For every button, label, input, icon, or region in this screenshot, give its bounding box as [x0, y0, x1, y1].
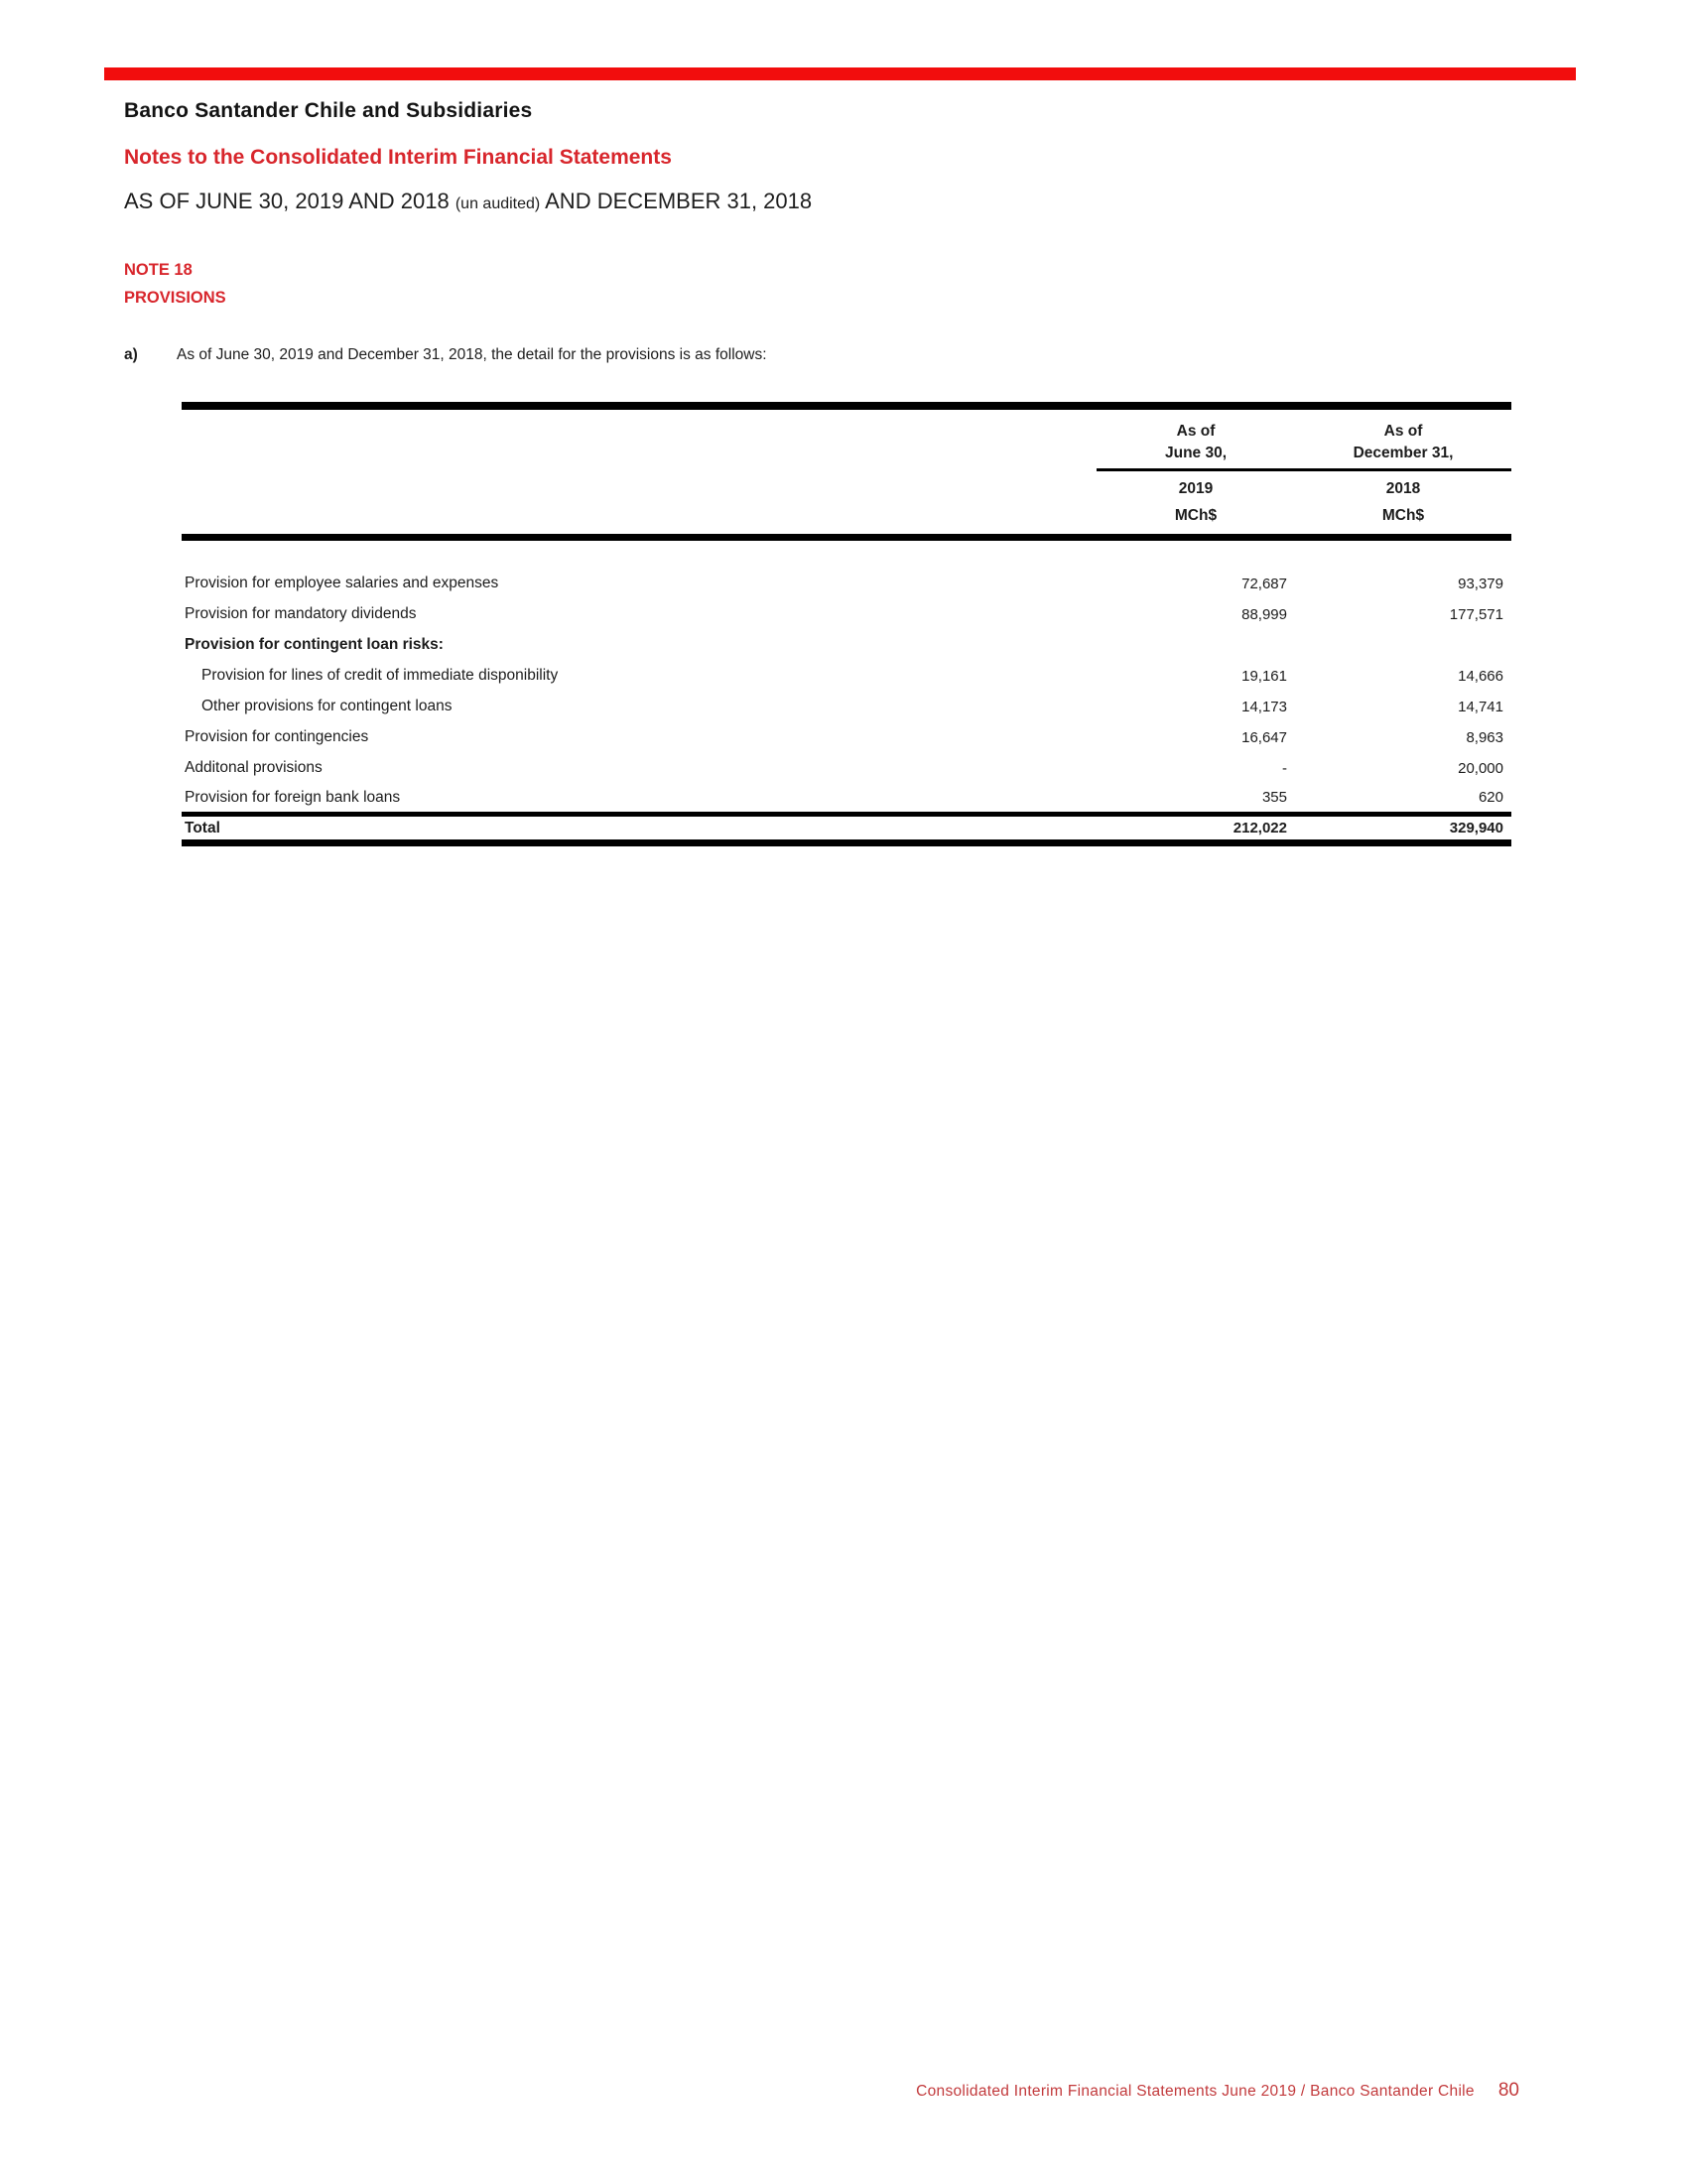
row-label: Provision for mandatory dividends [185, 605, 417, 622]
date-line-part2: AND DECEMBER 31, 2018 [540, 189, 813, 213]
total-label: Total [182, 815, 1097, 843]
row-value-2019: 355 [1261, 789, 1287, 807]
row-value-2018: 20,000 [1458, 759, 1503, 777]
row-label: Provision for lines of credit of immediate disponibility [201, 667, 559, 684]
note-title: PROVISIONS [124, 289, 226, 307]
table-row [182, 569, 1511, 599]
table-total-row [182, 815, 1511, 843]
total-value-2019: 212,022 [1097, 815, 1295, 843]
page-footer [916, 2080, 1519, 2102]
row-value-2019: 16,647 [1241, 728, 1287, 746]
header-empty-cell [182, 406, 1097, 470]
col1-asof: As of [1176, 423, 1216, 440]
row-value-2019: 72,687 [1241, 575, 1287, 592]
row-label: Provision for contingent loan risks: [185, 636, 444, 653]
note-heading [124, 256, 226, 312]
col1-date: June 30, [1164, 445, 1228, 461]
col2-year: 2018 [1385, 480, 1421, 497]
row-label: Other provisions for contingent loans [201, 698, 453, 714]
row-value-2018: 620 [1478, 789, 1503, 807]
table-row [182, 599, 1511, 630]
table-row [182, 692, 1511, 722]
intro-text: As of June 30, 2019 and December 31, 2018, the detail for the provisions is as follows: [177, 346, 767, 363]
row-value-2018: 93,379 [1458, 575, 1503, 592]
col2-date: December 31, [1353, 445, 1454, 461]
row-label: Provision for contingencies [185, 728, 369, 745]
row-value-2019: 14,173 [1241, 698, 1287, 715]
col1-year: 2019 [1178, 480, 1214, 497]
row-value-2019 [1097, 630, 1295, 661]
date-line-part1: AS OF JUNE 30, 2019 AND 2018 [124, 189, 455, 213]
provisions-table [182, 402, 1511, 846]
row-label: Provision for foreign bank loans [185, 788, 401, 806]
col2-unit: MCh$ [1295, 498, 1511, 538]
document-subtitle: Notes to the Consolidated Interim Financial Statements [124, 146, 672, 169]
unaudited-note: (un audited) [454, 195, 541, 212]
brand-red-bar [104, 67, 1576, 80]
row-value-2019: - [1282, 759, 1287, 777]
row-label: Provision for employee salaries and expenses [185, 575, 499, 591]
statement-date-line [124, 189, 812, 214]
table-row [182, 753, 1511, 784]
table-row [182, 661, 1511, 692]
footer-title: Consolidated Interim Financial Statements June 2019 / Banco Santander Chile [916, 2083, 1475, 2100]
column-header-june-2019 [1097, 406, 1295, 470]
row-label: Additonal provisions [185, 759, 323, 776]
table-row-category [182, 630, 1511, 661]
col2-asof: As of [1383, 423, 1423, 440]
page-number: 80 [1497, 2080, 1519, 2101]
list-marker-a: a) [124, 346, 138, 363]
row-value-2019: 19,161 [1241, 667, 1287, 685]
col1-unit: MCh$ [1097, 498, 1295, 538]
row-value-2018: 14,666 [1458, 667, 1503, 685]
note-number: NOTE 18 [124, 261, 193, 279]
row-value-2018: 14,741 [1458, 698, 1503, 715]
table-body [182, 538, 1511, 843]
table-header [182, 406, 1511, 538]
intro-paragraph [124, 346, 767, 364]
row-value-2018: 8,963 [1466, 728, 1503, 746]
row-value-2019: 88,999 [1241, 605, 1287, 623]
table-row [182, 784, 1511, 815]
row-value-2018 [1295, 630, 1511, 661]
row-value-2018: 177,571 [1449, 605, 1503, 623]
column-header-december-2018 [1295, 406, 1511, 470]
table-row [182, 722, 1511, 753]
total-value-2018: 329,940 [1295, 815, 1511, 843]
company-name: Banco Santander Chile and Subsidiaries [124, 99, 533, 122]
